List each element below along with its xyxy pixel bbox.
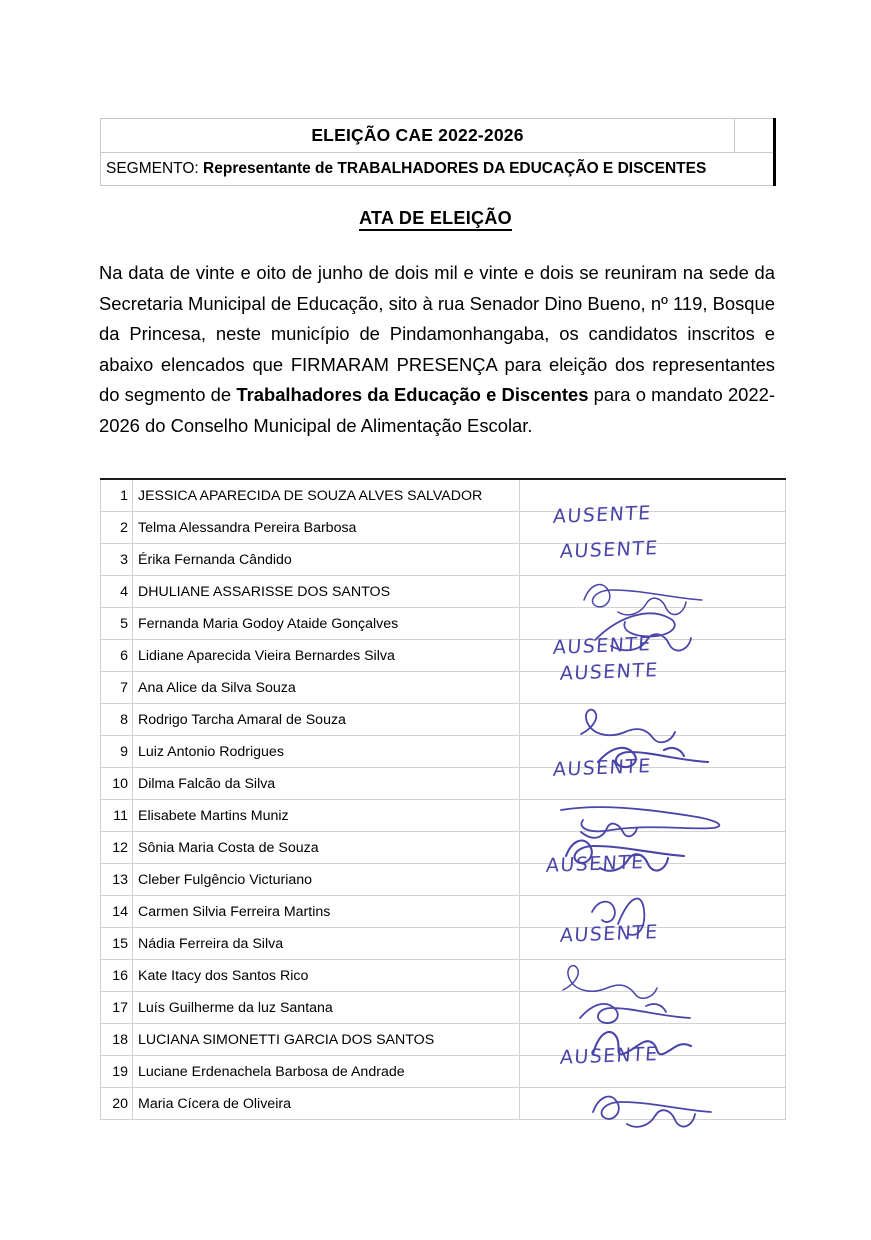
- table-row: [101, 1088, 786, 1120]
- candidate-name: Luciane Erdenachela Barbosa de Andrade: [133, 1056, 520, 1088]
- body-bold-segment: Trabalhadores da Educação e Discentes: [236, 384, 589, 405]
- attendance-table: [100, 478, 786, 1120]
- row-number: 6: [101, 640, 133, 672]
- table-row: [101, 736, 786, 768]
- table-row: [101, 832, 786, 864]
- absent-mark: AUSENTE: [552, 755, 653, 781]
- row-number: 12: [101, 832, 133, 864]
- absent-mark: AUSENTE: [552, 633, 653, 659]
- body-paragraph: [99, 258, 775, 441]
- candidate-name: Telma Alessandra Pereira Barbosa: [133, 512, 520, 544]
- row-number: 1: [101, 479, 133, 512]
- segment-value: Representante de TRABALHADORES DA EDUCAÇÃO E DISCENTES: [203, 160, 707, 177]
- row-number: 5: [101, 608, 133, 640]
- candidate-name: JESSICA APARECIDA DE SOUZA ALVES SALVADOR: [133, 479, 520, 512]
- signature-cell: [520, 1088, 786, 1120]
- candidate-name: Ana Alice da Silva Souza: [133, 672, 520, 704]
- absent-mark: AUSENTE: [559, 921, 660, 947]
- row-number: 17: [101, 992, 133, 1024]
- segment-label: SEGMENTO:: [106, 160, 204, 177]
- table-row: [101, 896, 786, 928]
- candidate-name: Dilma Falcão da Silva: [133, 768, 520, 800]
- signature-cell: [520, 608, 786, 640]
- candidate-name: Carmen Silvia Ferreira Martins: [133, 896, 520, 928]
- row-number: 19: [101, 1056, 133, 1088]
- header-title-spacer-cell: [735, 119, 775, 153]
- row-number: 7: [101, 672, 133, 704]
- row-number: 4: [101, 576, 133, 608]
- body-part-1: Na data de vinte e oito de junho de dois mil e vinte e dois se reuniram na sede da Secretaria Municipal de Educação, sito à rua Senador Dino Bueno, nº 119, Bosque da Princesa, neste município de Pindamonhangaba, os candidatos inscritos e abaixo elencados que FIRMARAM PRESENÇA para eleição dos representantes do segmento de: [99, 262, 775, 405]
- candidate-name: Lidiane Aparecida Vieira Bernardes Silva: [133, 640, 520, 672]
- absent-mark: AUSENTE: [552, 502, 653, 528]
- table-row: [101, 512, 786, 544]
- candidate-name: Elisabete Martins Muniz: [133, 800, 520, 832]
- candidate-name: Luís Guilherme da luz Santana: [133, 992, 520, 1024]
- segment-cell: [101, 153, 775, 186]
- table-row: [101, 608, 786, 640]
- table-row: [101, 640, 786, 672]
- table-row: [101, 479, 786, 512]
- candidate-name: Fernanda Maria Godoy Ataide Gonçalves: [133, 608, 520, 640]
- row-number: 8: [101, 704, 133, 736]
- candidate-name: Cleber Fulgêncio Victuriano: [133, 864, 520, 896]
- row-number: 13: [101, 864, 133, 896]
- row-number: 11: [101, 800, 133, 832]
- header-right-edge-rule: [773, 118, 776, 186]
- table-row: [101, 1024, 786, 1056]
- header-title-row: [101, 119, 775, 153]
- row-number: 16: [101, 960, 133, 992]
- candidate-name: Rodrigo Tarcha Amaral de Souza: [133, 704, 520, 736]
- attendance-table-body: [101, 479, 786, 1120]
- row-number: 18: [101, 1024, 133, 1056]
- absent-mark: AUSENTE: [559, 537, 660, 563]
- row-number: 10: [101, 768, 133, 800]
- candidate-name: Érika Fernanda Cândido: [133, 544, 520, 576]
- candidate-name: Sônia Maria Costa de Souza: [133, 832, 520, 864]
- handwritten-signature: [562, 1068, 792, 1142]
- election-title: ELEIÇÃO CAE 2022-2026: [101, 119, 735, 153]
- candidate-name: Maria Cícera de Oliveira: [133, 1088, 520, 1120]
- candidate-name: LUCIANA SIMONETTI GARCIA DOS SANTOS: [133, 1024, 520, 1056]
- header-table: [100, 118, 775, 186]
- header-segment-row: [101, 153, 775, 186]
- candidate-name: Luiz Antonio Rodrigues: [133, 736, 520, 768]
- row-number: 15: [101, 928, 133, 960]
- body-part-2: para o mandato 2022-2026 do Conselho Municipal de Alimentação Escolar.: [99, 384, 775, 436]
- page-title: [0, 208, 871, 229]
- candidate-name: Kate Itacy dos Santos Rico: [133, 960, 520, 992]
- candidate-name: DHULIANE ASSARISSE DOS SANTOS: [133, 576, 520, 608]
- absent-mark: AUSENTE: [545, 851, 646, 877]
- candidate-name: Nádia Ferreira da Silva: [133, 928, 520, 960]
- row-number: 9: [101, 736, 133, 768]
- row-number: 2: [101, 512, 133, 544]
- row-number: 20: [101, 1088, 133, 1120]
- absent-mark: AUSENTE: [559, 1043, 660, 1069]
- row-number: 3: [101, 544, 133, 576]
- row-number: 14: [101, 896, 133, 928]
- page-title-text: ATA DE ELEIÇÃO: [359, 208, 512, 231]
- absent-mark: AUSENTE: [559, 659, 660, 685]
